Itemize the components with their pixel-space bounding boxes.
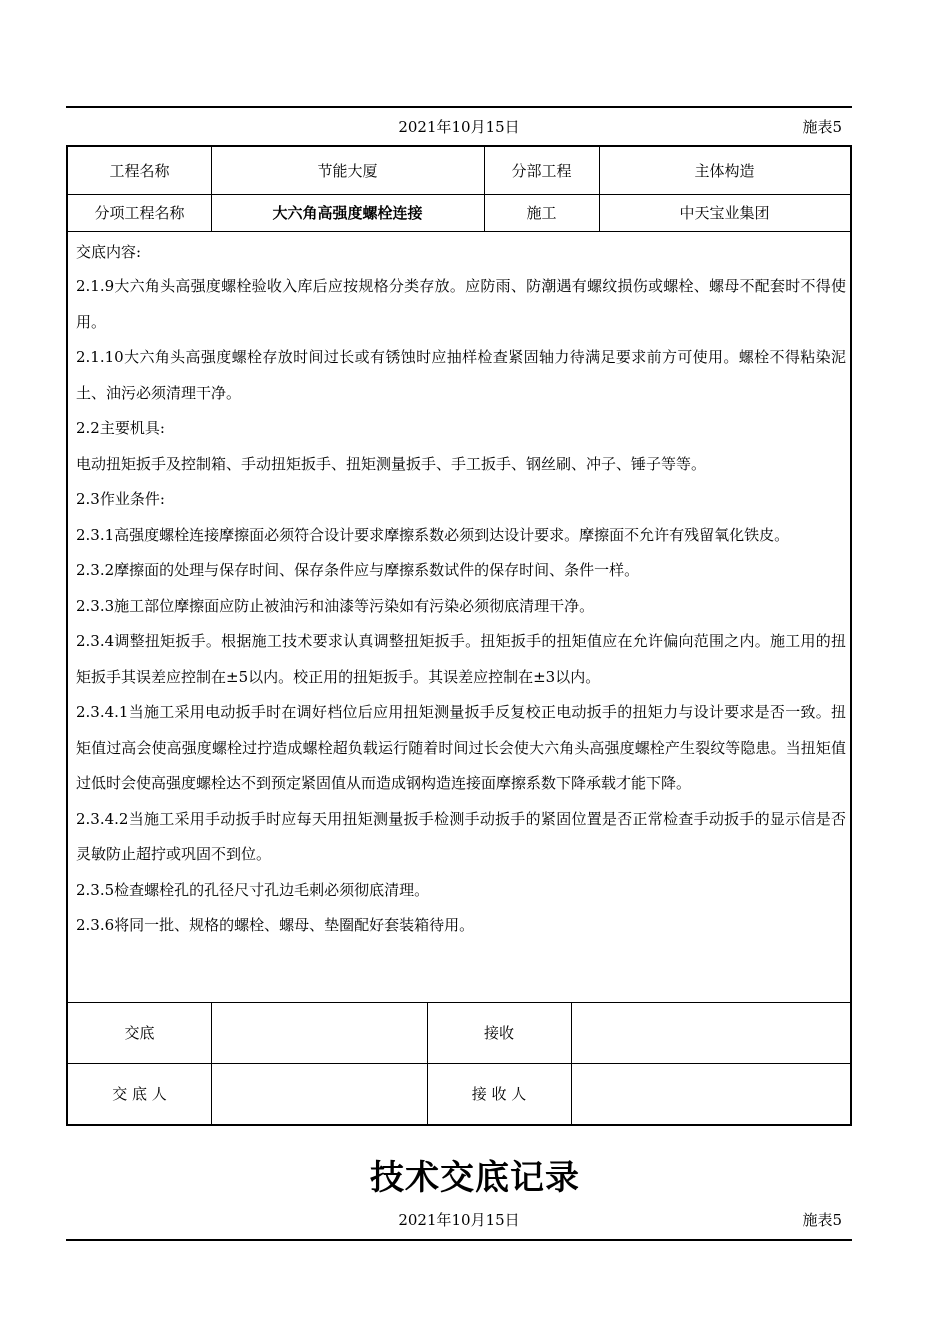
receive-signature-field xyxy=(571,1002,850,1063)
project-name-value: 节能大厦 xyxy=(317,162,378,180)
form-number: 施表5 xyxy=(802,118,842,136)
receive-person-field xyxy=(571,1063,850,1124)
content-paragraph: 2.1.9大六角头高强度螺栓验收入库后应按规格分类存放。应防雨、防潮遇有螺纹损伤或螺栓、螺母不配套时不得使用。 xyxy=(76,277,846,331)
col-divider xyxy=(484,147,485,231)
content-paragraph: 2.3.3施工部位摩擦面应防止被油污和油漆等污染如有污染必须彻底清理干净。 xyxy=(76,596,595,615)
page-title: 技术交底记录 xyxy=(370,1158,580,1198)
row-divider xyxy=(68,231,850,232)
content-paragraph: 2.3.6将同一批、规格的螺栓、螺母、垫圈配好套装箱待用。 xyxy=(76,916,475,934)
construction-unit-value: 中天宝业集团 xyxy=(679,204,770,222)
top-rule xyxy=(66,106,852,108)
handover-content xyxy=(76,235,846,944)
header-row xyxy=(66,116,852,138)
content-paragraph: 2.3.5检查螺栓孔的孔径尺寸孔边毛刺必须彻底清理。 xyxy=(76,880,430,899)
row-divider xyxy=(68,194,850,195)
handover-person-field xyxy=(211,1063,427,1124)
content-paragraph: 2.3.2摩擦面的处理与保存时间、保存条件应与摩擦系数试件的保存时间、条件一样。 xyxy=(76,561,640,579)
receive-label: 接收 xyxy=(483,1024,514,1042)
content-paragraph: 2.3.4.1当施工采用电动扳手时在调好档位后应用扭矩测量扳手反复校正电动扳手的扭矩力与设计要求是否一致。扭矩值过高会使高强度螺栓过拧造成螺栓超负载运行随着时间过长会使大六角头高强度螺栓产生裂纹等隐患。当扭矩值过低时会使高强度螺栓达不到预定紧固值从而造成钢构造连接面摩擦系数下降承载才能下降。 xyxy=(76,703,846,792)
sub-item-label: 分项工程名称 xyxy=(94,204,185,222)
handover-label: 交底 xyxy=(124,1024,155,1042)
record-table xyxy=(66,145,852,1126)
col-divider xyxy=(599,147,600,231)
content-paragraph: 2.3.1高强度螺栓连接摩擦面必须符合设计要求摩擦系数必须到达设计要求。摩擦面不允许有残留氧化铁皮。 xyxy=(76,525,790,544)
content-paragraph: 2.3作业条件: xyxy=(76,490,165,508)
next-header-row xyxy=(66,1209,852,1231)
next-record-date: 2021年10月15日 xyxy=(398,1211,520,1229)
division-value: 主体构造 xyxy=(694,162,755,180)
division-label: 分部工程 xyxy=(511,162,572,180)
handover-signature-field xyxy=(211,1002,427,1063)
construction-label: 施工 xyxy=(526,204,557,222)
handover-person-label: 交 底 人 xyxy=(112,1085,167,1103)
content-paragraph: 2.3.4调整扭矩扳手。根据施工技术要求认真调整扭矩扳手。扭矩扳手的扭矩值应在允许偏向范围之内。施工用的扭矩扳手其误差应控制在±5以内。校正用的扭矩扳手。其误差应控制在±3以内。 xyxy=(76,632,846,686)
col-divider xyxy=(211,147,212,231)
content-paragraph: 2.1.10大六角头高强度螺栓存放时间过长或有锈蚀时应抽样检查紧固轴力待满足要求前方可使用。螺栓不得粘染泥土、油污必须清理干净。 xyxy=(76,348,846,402)
record-date: 2021年10月15日 xyxy=(398,118,520,136)
sub-item-value: 大六角高强度螺栓连接 xyxy=(272,204,423,222)
content-paragraph: 2.3.4.2当施工采用手动扳手时应每天用扭矩测量扳手检测手动扳手的紧固位置是否正常检查手动扳手的显示信是否灵敏防止超拧或巩固不到位。 xyxy=(76,809,846,863)
content-intro: 交底内容: xyxy=(76,243,142,261)
bottom-rule xyxy=(66,1239,852,1241)
content-paragraph: 2.2主要机具: xyxy=(76,419,165,437)
next-form-number: 施表5 xyxy=(802,1211,842,1229)
receive-person-label: 接 收 人 xyxy=(471,1085,527,1103)
content-paragraph: 电动扭矩扳手及控制箱、手动扭矩扳手、扭矩测量扳手、手工扳手、钢丝刷、冲子、锤子等等。 xyxy=(76,454,707,473)
project-name-label: 工程名称 xyxy=(109,162,170,180)
